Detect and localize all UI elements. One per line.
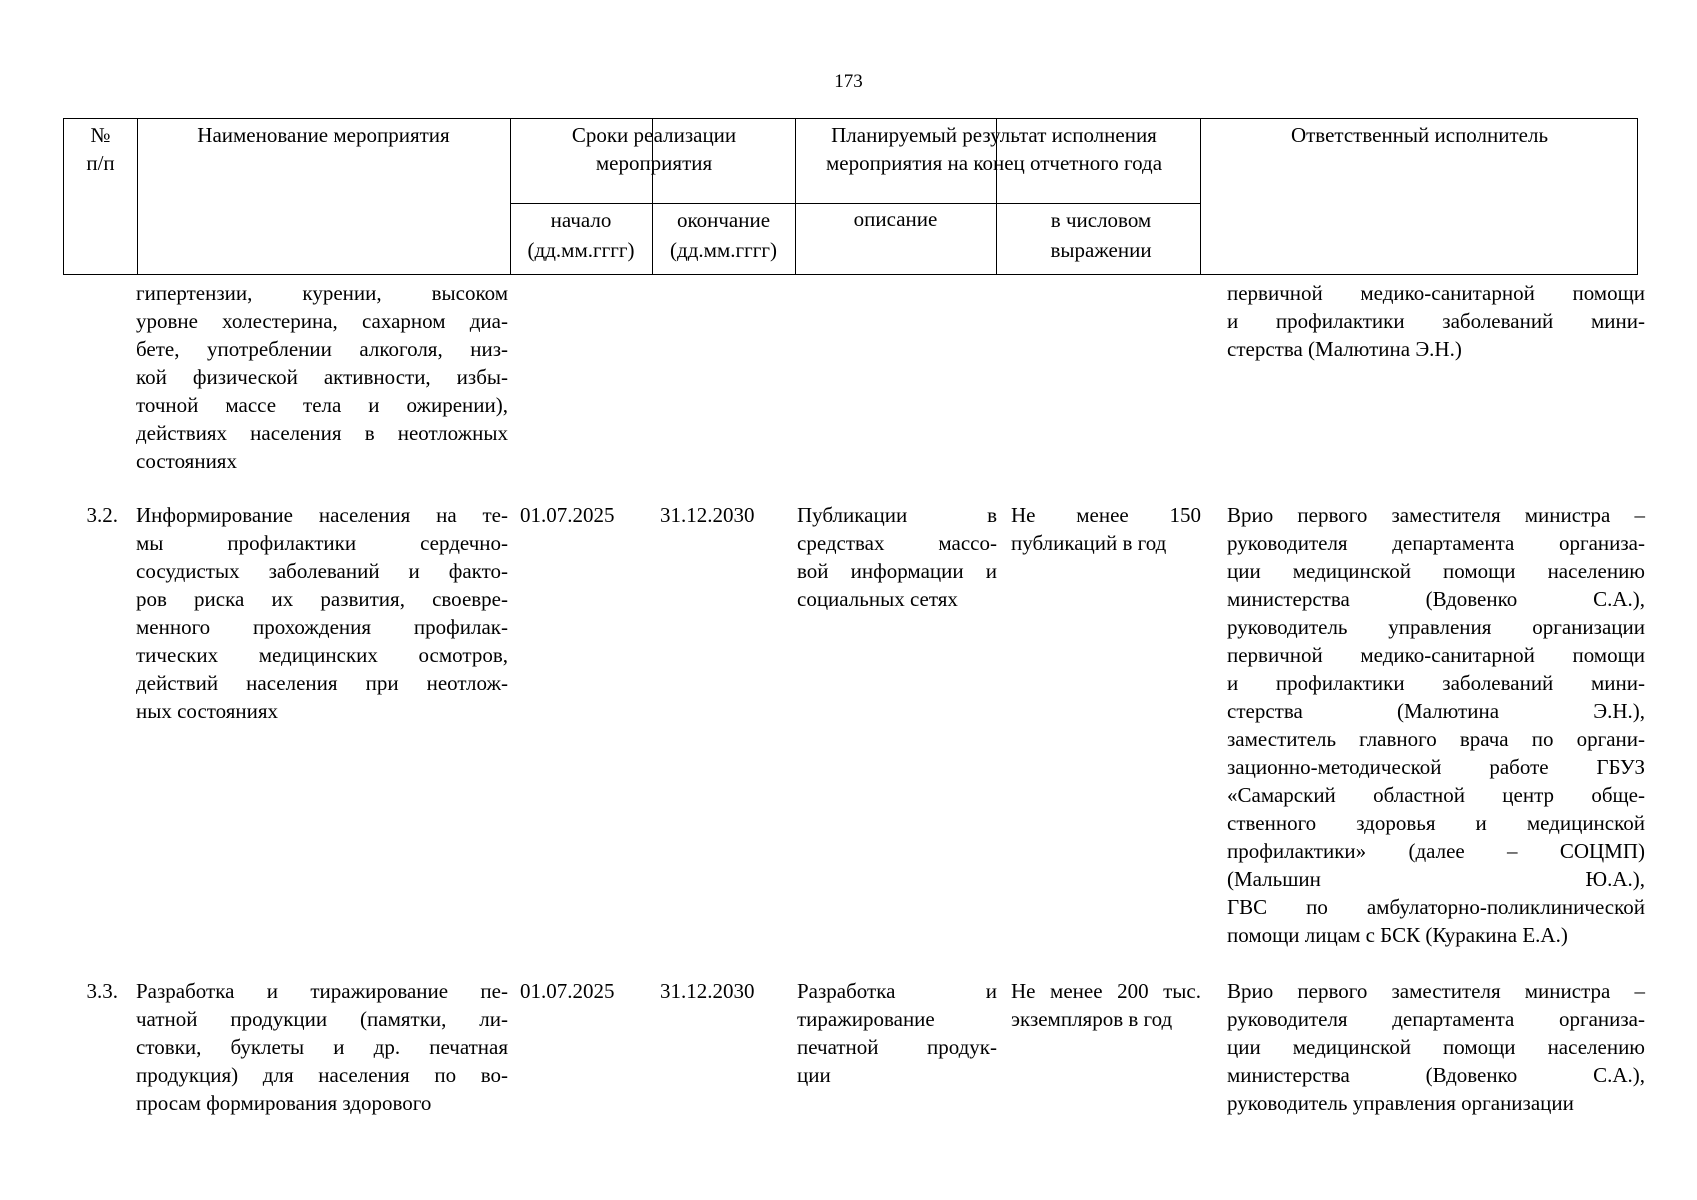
event-name-line: гипертензии, курении, высоком (136, 281, 508, 305)
event-name-line: действиях населения в неотложных (136, 421, 508, 445)
responsible-executor-line: руководителя департамента организа- (1227, 1007, 1645, 1031)
responsible-executor-line: (Мальшин Ю.А.), (1227, 867, 1645, 891)
row-number: 3.2. (86, 503, 118, 527)
responsible-executor-line: и профилактики заболеваний мини- (1227, 309, 1645, 333)
responsible-executor-line: первичной медико-санитарной помощи (1227, 643, 1645, 667)
header-resp: Ответственный исполнитель (1290, 123, 1549, 147)
responsible-executor (1227, 501, 1645, 949)
responsible-executor-line: ции медицинской помощи населению (1227, 559, 1645, 583)
event-name-line: ных состояниях (136, 699, 279, 723)
result-description-line: ции (797, 1063, 831, 1087)
event-name (136, 279, 508, 475)
result-description (797, 501, 997, 613)
event-name-line: мы профилактики сердечно- (136, 531, 508, 555)
result-description-line: средствах массо- (797, 531, 997, 555)
end-date: 31.12.2030 (660, 503, 755, 527)
event-name-line: Разработка и тиражирование пе- (136, 979, 508, 1003)
event-name-line: точной массе тела и ожирении), (136, 393, 508, 417)
result-numeric-line: публикаций в год (1011, 531, 1167, 555)
result-numeric-line: экземпляров в год (1011, 1007, 1173, 1031)
event-name-line: просам формирования здорового (136, 1091, 432, 1115)
responsible-executor-line: ственного здоровья и медицинской (1227, 811, 1645, 835)
responsible-executor-line: руководителя департамента организа- (1227, 531, 1645, 555)
event-name-line: Информирование населения на те- (136, 503, 508, 527)
responsible-executor-line: стерства (Малютина Э.Н.) (1227, 337, 1462, 361)
event-name-line: действий населения при неотлож- (136, 671, 508, 695)
table-header (63, 118, 1638, 275)
header-name: Наименование мероприятия (197, 123, 450, 147)
result-description-line: тиражирование (797, 1007, 935, 1031)
responsible-executor (1227, 279, 1645, 363)
result-description-line: Разработка и (797, 979, 997, 1003)
responsible-executor-line: ГВС по амбулаторно-поликлинической (1227, 895, 1645, 919)
event-name (136, 501, 508, 725)
result-numeric (1011, 977, 1201, 1033)
responsible-executor-line: заместитель главного врача по органи- (1227, 727, 1645, 751)
header-terms: Сроки реализации мероприятия (571, 123, 737, 175)
event-name (136, 977, 508, 1117)
header-numeric: в числовом выражении (1050, 208, 1152, 262)
responsible-executor-line: первичной медико-санитарной помощи (1227, 281, 1645, 305)
event-name-line: уровне холестерина, сахарном диа- (136, 309, 508, 333)
result-numeric-line: Не менее 150 (1011, 503, 1201, 527)
header-start: начало (дд.мм.гггг) (527, 208, 635, 262)
responsible-executor-line: министерства (Вдовенко С.А.), (1227, 1063, 1645, 1087)
responsible-executor (1227, 977, 1645, 1117)
responsible-executor-line: ции медицинской помощи населению (1227, 1035, 1645, 1059)
start-date: 01.07.2025 (520, 503, 615, 527)
start-date: 01.07.2025 (520, 979, 615, 1003)
result-description (797, 977, 997, 1089)
responsible-executor-line: «Самарский областной центр обще- (1227, 783, 1645, 807)
responsible-executor-line: и профилактики заболеваний мини- (1227, 671, 1645, 695)
event-name-line: продукция) для населения по во- (136, 1063, 508, 1087)
event-name-line: чатной продукции (памятки, ли- (136, 1007, 508, 1031)
event-name-line: состояниях (136, 449, 237, 473)
result-description-line: печатной продук- (797, 1035, 997, 1059)
event-name-line: менного прохождения профилак- (136, 615, 508, 639)
event-name-line: бете, употреблении алкоголя, низ- (136, 337, 508, 361)
page-number: 173 (834, 71, 863, 92)
responsible-executor-line: Врио первого заместителя министра – (1227, 503, 1645, 527)
header-end: окончание (дд.мм.гггг) (670, 208, 777, 262)
responsible-executor-line: помощи лицам с БСК (Куракина Е.А.) (1227, 923, 1568, 947)
result-description-line: социальных сетях (797, 587, 958, 611)
responsible-executor-line: зационно-методической работе ГБУЗ (1227, 755, 1645, 779)
responsible-executor-line: министерства (Вдовенко С.А.), (1227, 587, 1645, 611)
event-name-line: тических медицинских осмотров, (136, 643, 508, 667)
end-date: 31.12.2030 (660, 979, 755, 1003)
header-result: Планируемый результат исполнения мероприятия на конец отчетного года (825, 123, 1163, 175)
event-name-line: ров риска их развития, своевре- (136, 587, 508, 611)
result-description-line: вой информации и (797, 559, 997, 583)
responsible-executor-line: Врио первого заместителя министра – (1227, 979, 1645, 1003)
result-numeric (1011, 501, 1201, 557)
responsible-executor-line: руководитель управления организации (1227, 1091, 1574, 1115)
header-descr: описание (853, 207, 938, 231)
event-name-line: сосудистых заболеваний и факто- (136, 559, 508, 583)
result-description-line: Публикации в (797, 503, 997, 527)
row-number: 3.3. (86, 979, 118, 1003)
responsible-executor-line: руководитель управления организации (1227, 615, 1645, 639)
result-numeric-line: Не менее 200 тыс. (1011, 979, 1201, 1003)
responsible-executor-line: профилактики» (далее – СОЦМП) (1227, 839, 1645, 863)
event-name-line: кой физической активности, избы- (136, 365, 508, 389)
header-num: № п/п (86, 123, 115, 175)
responsible-executor-line: стерства (Малютина Э.Н.), (1227, 699, 1645, 723)
event-name-line: стовки, буклеты и др. печатная (136, 1035, 508, 1059)
